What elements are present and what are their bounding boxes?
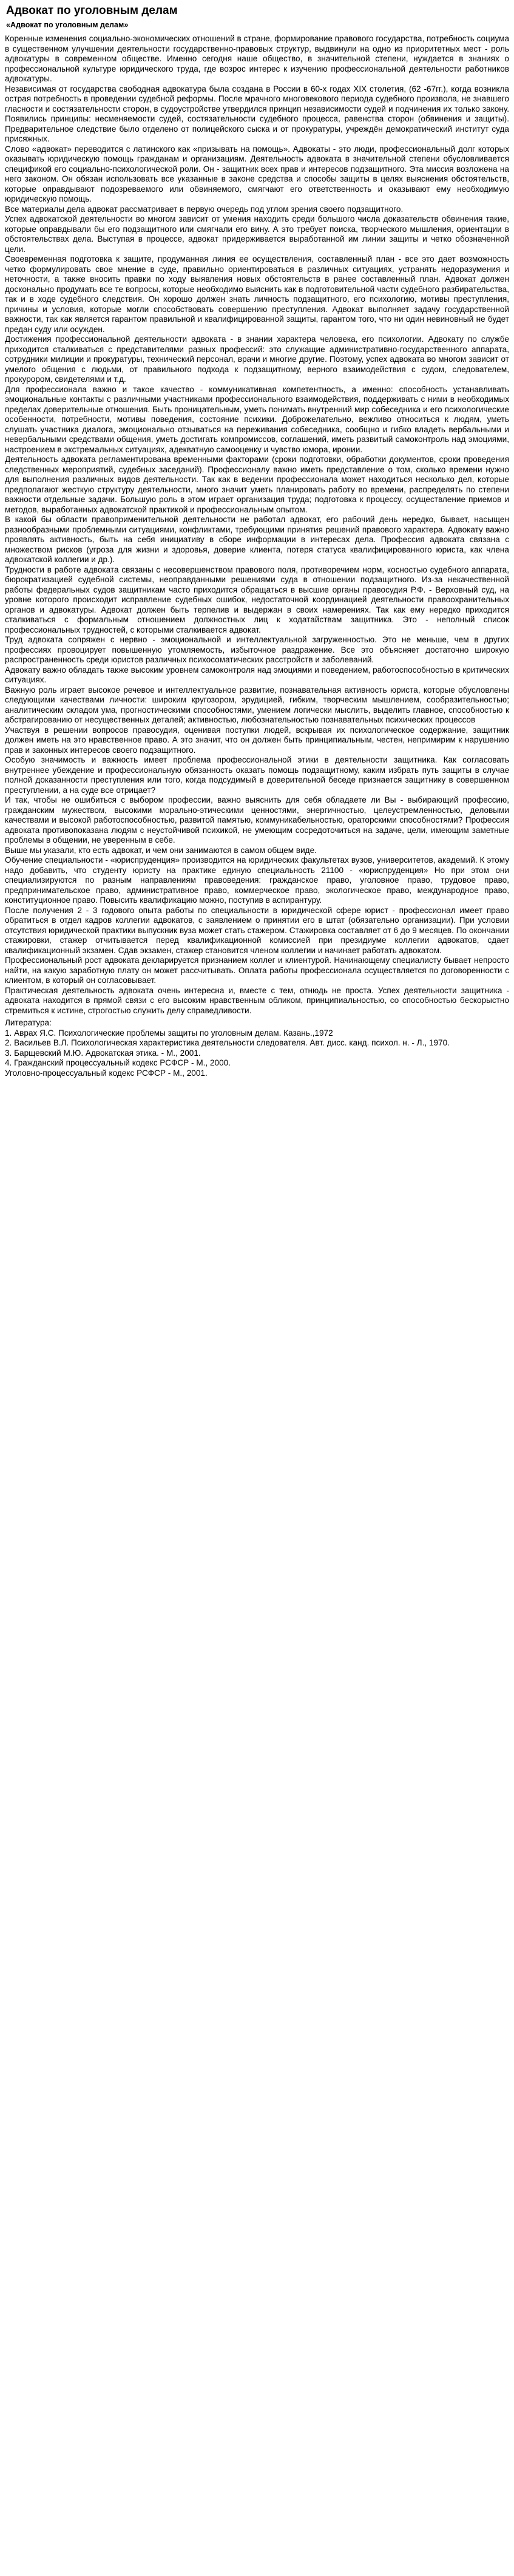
article-paragraph: Своевременная подготовка к защите, продуманная линия ее осуществления, составленный план - все это дает возможность четко формулировать свое мнение в суде, правильно ориентироваться в различных ситуациях, устранять недоразумения и неточности, а также вносить правки по ходу выявления новых обстоятельств в ранее составленный план. Адвокат должен досконально продумать все те вопросы, которые необходимо выяснить как в подготовительной части судебного разбирательства, так и в ходе судебного следствия. Он хорошо должен знать личность подзащитного, его психологию, мотивы преступления, причины и условия, которые могли способствовать совершению преступления. Адвокат выполняет задачу государственной важности, так как является гарантом правильной и квалифицированной защиты, гарантом того, что ни один невиновный не будет предан суду или осужден. (5, 254, 509, 334)
article-paragraph: Для профессионала важно и такое качество - коммуникативная компетентность, а именно: способность устанавливать эмоциональные контакты с различными участниками профессионального взаимодействия, поддерживать с ними в необходимых пределах доверительные отношения. Быть проницательным, уметь понимать внутренний мир собеседника и его психологические особенности, потребности, мотивы поведения, состояние психики. Доброжелательно, вежливо относиться к людям, уметь слушать участника диалога, эмоционально отзываться на переживания собеседника, сообщно и гибко владеть вербальными и невербальными средствами общения, уметь достигать компромиссов, соглашений, иметь развитый самоконтроль над эмоциями, настроением в экстремальных ситуациях, адекватную самооценку и чувство юмора, иронии. (5, 384, 509, 454)
literature-item: 2. Васильев В.Л. Психологическая характеристика деятельности следователя. Авт. дисс. канд. психол. н. - Л., 1970. (5, 1038, 450, 1047)
literature-item: 4. Гражданский процессуальный кодекс РСФСР - М., 2000. (5, 1058, 231, 1067)
literature-item: 3. Барщевский М.Ю. Адвокатская этика. - М., 2001. (5, 1048, 201, 1058)
article-paragraph: Практическая деятельность адвоката очень интересна и, вместе с тем, отнюдь не проста. Успех деятельности защитника - адвоката находится в прямой связи с его высоким нравственным обликом, принципиальностью, со способностью бескорыстно стремиться к истине, строгостью служить делу справедливости. (5, 985, 509, 1015)
article-paragraph: Слово «адвокат» переводится с латинского как «призывать на помощь». Адвокаты - это люди, профессиональный долг которых оказывать юридическую помощь гражданам и организациям. Деятельность адвоката в значительной степени обусловливается спецификой его социально-психологической роли. Он - защитник всех прав и интересов подзащитного. Эта миссия возложена на него законом. Он обязан использовать все указанные в законе средства и способы защиты в целях выяснения обстоятельств, которые оправдывают подозреваемого или обвиняемого, смягчают его ответственность и оказывают ему необходимую юридическую помощь. (5, 144, 509, 203)
article-paragraph: Адвокату важно обладать также высоким уровнем самоконтроля над эмоциями и поведением, работоспособностью в критических ситуациях. (5, 665, 509, 684)
article-paragraph: Выше мы указали, кто есть адвокат, и чем они занимаются в самом общем виде. (5, 845, 317, 855)
article-paragraph: Участвуя в решении вопросов правосудия, оценивая поступки людей, вскрывая их психологическое содержание, защитник должен иметь на это нравственное право. А это значит, что он должен быть принципиальным, честен, непримирим к нарушению прав и законных интересов своего подзащитного. (5, 725, 509, 755)
page-title: Адвокат по уголовным делам (6, 4, 178, 17)
article-paragraph: После получения 2 - 3 годового опыта работы по специальности в юридической сфере юрист - профессионал имеет право обратиться в отдел кадров коллегии адвокатов, с заявлением о принятии его в штат (обязательно организации). При условии отсутствия юридической практики выпускник вуза может стать стажером. Стажировка составляет от 6 до 9 месяцев. По окончании стажировки, стажер отчитывается перед квалификационной комиссией при президиуме коллегии адвокатов, сдает квалификационный экзамен. Сдав экзамен, стажер становится членом коллегии и начинает работать адвокатом. (5, 905, 509, 955)
article-paragraph: Деятельность адвоката регламентирована временными факторами (сроки подготовки, обработки документов, сроки проведения следственных мероприятий, судебных заседаний). Профессионалу важно иметь представление о том, сколько времени нужно для выполнения различных видов деятельности. Так как в ведении профессионала может находиться несколько дел, которые предполагают жесткую структуру деятельности, много значит уметь планировать работу во времени, распределять по степени важности отдельные задачи. Большую роль в этом играет организация труда; подготовка к процессу, осуществление приемов и методов, выработанных адвокатской практикой и профессиональным опытом. (5, 455, 509, 514)
article-paragraph: Профессиональный рост адвоката декларируется признанием коллег и клиентурой. Начинающему специалисту бывает непросто найти, на какую заработную плату он может рассчитывать. Оплата работы профессионала осуществляется по договоренности с клиентом, в который он согласовывает. (5, 956, 509, 985)
literature-section (5, 1018, 509, 1078)
article-paragraph: Независимая от государства свободная адвокатура была создана в России в 60-х годах XIX столетия, (62 -67гг.), когда возникла острая потребность в проведении судебной реформы. После мрачного многовекового периода судебного произвола, не знавшего гласности и состязательности сторон, в судоустройстве утвердился принцип независимости судей и подчинения их только закону. Появились принципы: несменяемости судей, состязательности судебного процесса, равенства сторон (обвинения и защиты). Предварительное следствие было отделено от полицейского сыска и от прокуратуры, учреждён демократический институт суда присяжных. (5, 84, 509, 143)
article-paragraph: В какой бы области правоприменительной деятельности не работал адвокат, его рабочий день нередко, бывает, насыщен разнообразными проблемными ситуациями, конфликтами, требующими принятия решений правового характера. Адвокату важно проявлять активность, быть на себя инициативу в сборе информации в интересах дела. Профессия адвоката связана с множеством рисков (угроза для жизни и здоровья, доверие клиента, потеря статуса квалифицированного юриста, как члена адвокатской коллегии и др.). (5, 515, 509, 564)
article-paragraph: Коренные изменения социально-экономических отношений в стране, формирование правового государства, потребность социума в существенном улучшении деятельности государственно-правовых структур, выдвинули на одно из приоритетных мест - роль адвокатуры в современном обществе. Именно сегодня наше общество, в значительной степени, нуждается в знаниях о профессиональной культуре юридического труда, где возрос интерес к изучению профессиональной деятельности работников адвокатуры. (5, 34, 510, 83)
literature-item: Уголовно-процессуальный кодекс РСФСР - М., 2001. (5, 1068, 208, 1078)
article-paragraph: Трудности в работе адвоката связаны с несовершенством правового поля, противоречием норм, косностью судебного аппарата, бюрократизацией судебной системы, неоправданными решениями суда в отношении подзащитного. Из-за некачественной работы федеральных судов защитникам часто приходится обращаться в высшие органы правосудия Р.Ф. - Верховный суд, на уровне которого происходит исправление судебных ошибок, недостаточной координацией деятельности правоохранительных органов и адвокатуры. Адвокат должен быть терпелив и выдержан в своих намерениях. Так как ему нередко приходится сталкиваться с формальным отношением должностных лиц к ходатайствам защитника. Это - неполный список профессиональных трудностей, с которыми сталкивается адвокат. (5, 565, 509, 634)
article-paragraph: И так, чтобы не ошибиться с выбором профессии, важно выяснить для себя обладаете ли Вы - выбирающий профессию, гражданским мужеством, высокими морально-этическими ценностями, энергичностью, целеустремленностью, деловыми качествами и высокой работоспособностью, развитой памятью, коммуникабельностью, ораторскими способностями? Профессия адвоката противопоказана людям с неустойчивой психикой, не умеющим сосредоточиться на задаче, цели, имеющим заметные проблемы в общении, не уверенным в себе. (5, 795, 509, 845)
article-paragraph: Труд адвоката сопряжен с нервно - эмоциональной и интеллектуальной загруженностью. Это не меньше, чем в других профессиях провоцирует повышенную утомляемость, избыточное раздражение. Все это объясняет достаточно широкую распространенность среди юристов различных психосоматических расстройств и заболеваний. (5, 635, 509, 664)
literature-item: 1. Аврах Я.С. Психологические проблемы защиты по уголовным делам. Казань.,1972 (5, 1028, 333, 1038)
article-body (5, 34, 509, 1016)
article-subtitle: «Адвокат по уголовным делам» (6, 21, 129, 29)
literature-heading: Литература: (5, 1018, 52, 1027)
article-paragraph: Обучение специальности - «юриспруденция» производится на юридических факультетах вузов, университетов, академий. К этому надо добавить, что студенту юристу на практике единую специальность 21100 - «юриспруденция» Но при этом они специализируются по разным направлениям правоведения: гражданское право, уголовное право, трудовое право, предпринимательское право, административное право, коммерческое право, экологическое право, международное право, конституционное право. Повысить квалификацию можно, поступив в аспирантуру. (5, 855, 509, 905)
article-paragraph: Важную роль играет высокое речевое и интеллектуальное развитие, познавательная активность юриста, которые обусловлены следующими качествами личности: широким кругозором, эрудицией, гибким, творческим мышлением, сообразительностью; аналитическим складом ума, прогностическими способностями, умением логически мыслить, выделить главное, способностью к абстрагированию от несущественных деталей; активностью, любознательностью познавательных психических процессов (5, 685, 509, 724)
article-paragraph: Достижения профессиональной деятельности адвоката - в знании характера человека, его психологии. Адвокату по службе приходится сталкиваться с представителями разных профессий: это служащие административно-государственного аппарата, сотрудники милиции и прокуратуры, технический персонал, врачи и многие другие. Поэтому, успех адвоката во многом зависит от умелого общения с людьми, от правильного подхода к подзащитному, верного взаимодействия с судом, следователем, прокурором, свидетелями и т.д. (5, 335, 509, 384)
article-paragraph: Успех адвокатской деятельности во многом зависит от умения находить среди большого числа доказательств обвинения такие, которые оправдывали бы его подзащитного или смягчали его вину. А это требует поиска, творческого мышления, ориентации в обстоятельствах дела. Выступая в процессе, адвокат придерживается выработанной им линии защиты и четко обозначенной цели. (5, 214, 509, 254)
article-paragraph: Все материалы дела адвокат рассматривает в первую очередь под углом зрения своего подзащитного. (5, 204, 404, 214)
article-page (0, 0, 514, 1090)
article-paragraph: Особую значимость и важность имеет проблема профессиональной этики в деятельности защитника. Как согласовать внутреннее убеждение и профессиональную обязанность оказать помощь подзащитному, каким избрать путь защиты в случае полной доказанности преступления или того, когда подсудимый в доверительной беседе признается защитнику в совершенном преступлении, а на суде все отрицает? (5, 755, 509, 795)
